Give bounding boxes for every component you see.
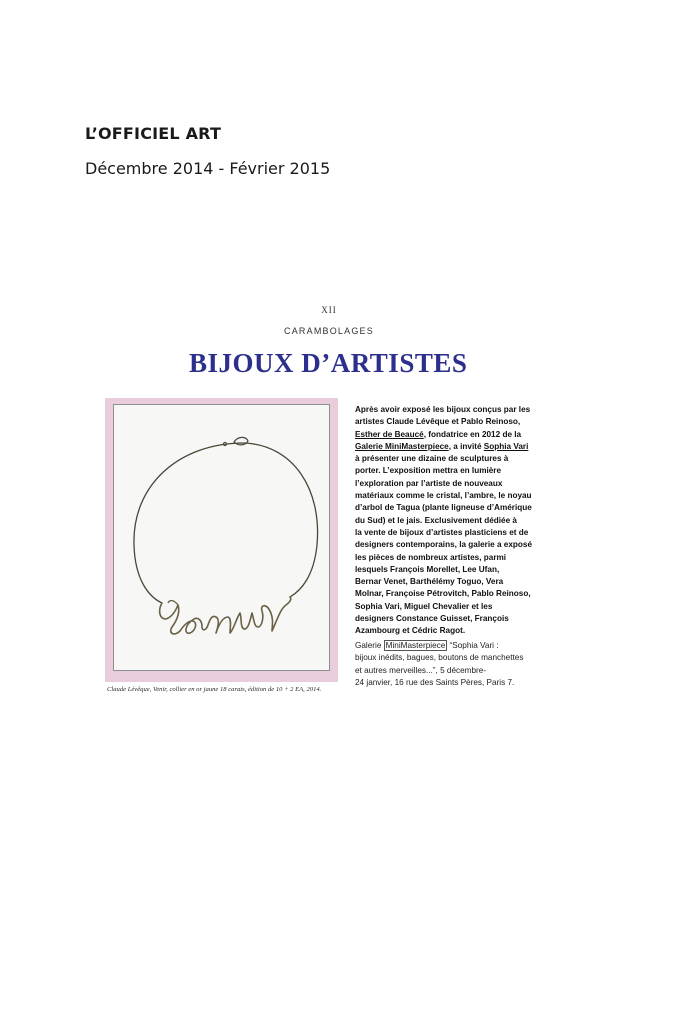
article-text: , fondatrice en 2012 de la [423, 429, 522, 439]
publication-title: L’OFFICIEL ART [85, 124, 222, 143]
section-title: CARAMBOLAGES [284, 326, 374, 336]
article-text: , a invité [448, 441, 484, 451]
photo-caption: Claude Lévêque, Venir, collier en or jaune 18 carats, édition de 10 + 2 EA, 2014. [107, 686, 322, 693]
info-prefix: Galerie [355, 641, 384, 650]
gallery-name-link[interactable]: MiniMasterpiece [385, 641, 446, 650]
article-line: la vente de bijoux d’artistes plasticiens et de [355, 527, 529, 537]
necklace-photo [113, 404, 330, 671]
magazine-clipping [103, 300, 555, 700]
article-line: Bernar Venet, Barthélémy Toguo, Vera [355, 577, 504, 587]
article-line: Molnar, Françoise Pétrovitch, Pablo Reinoso, [355, 589, 531, 599]
article-headline: BIJOUX D’ARTISTES [189, 348, 468, 378]
article-line: lesquels François Morellet, Lee Ufan, [355, 564, 500, 574]
info-text: “Sophia Vari : [447, 641, 499, 650]
article-line: artistes Claude Lévêque et Pablo Reinoso, [355, 417, 521, 427]
article-line: matériaux comme le cristal, l’ambre, le noyau [355, 491, 532, 501]
article-line: du Sud) et le jais. Exclusivement dédiée à [355, 515, 517, 525]
necklace-image [114, 405, 329, 670]
article-line: à présenter une dizaine de sculptures à [355, 454, 509, 464]
exhibition-info [355, 640, 555, 689]
info-line: bijoux inédits, bagues, boutons de manchettes [355, 653, 524, 663]
info-line [355, 640, 555, 652]
article-line: d’arbol de Tagua (plante ligneuse d’Amérique [355, 503, 532, 513]
article-line [355, 429, 555, 441]
photo-frame [105, 398, 338, 682]
article-line: Azambourg et Cédric Ragot. [355, 626, 466, 636]
article-line: designers contemporains, la galerie a exposé [355, 540, 533, 550]
article-line: designers Constance Guisset, François [355, 614, 509, 624]
article-line: l’exploration par l’artiste de nouveaux [355, 478, 503, 488]
info-line: 24 janvier, 16 rue des Saints Pères, Paris 7. [355, 677, 515, 687]
link-galerie-minimasterpiece[interactable]: Galerie MiniMasterpiece [355, 441, 449, 451]
article-line: Sophia Vari, Miguel Chevalier et les [355, 601, 493, 611]
link-esther-de-beauce[interactable]: Esther de Beaucé [355, 429, 424, 439]
page-number: XII [321, 305, 337, 315]
article-line: porter. L’exposition mettra en lumière [355, 466, 502, 476]
publication-date: Décembre 2014 - Février 2015 [85, 159, 331, 178]
link-sophia-vari[interactable]: Sophia Vari [483, 441, 529, 451]
info-line: et autres merveilles...”, 5 décembre- [355, 665, 487, 675]
article-line [355, 441, 555, 453]
article-line: les pièces de nombreux artistes, parmi [355, 552, 507, 562]
article-body [355, 404, 555, 638]
article-line: Après avoir exposé les bijoux conçus par les [355, 405, 531, 414]
